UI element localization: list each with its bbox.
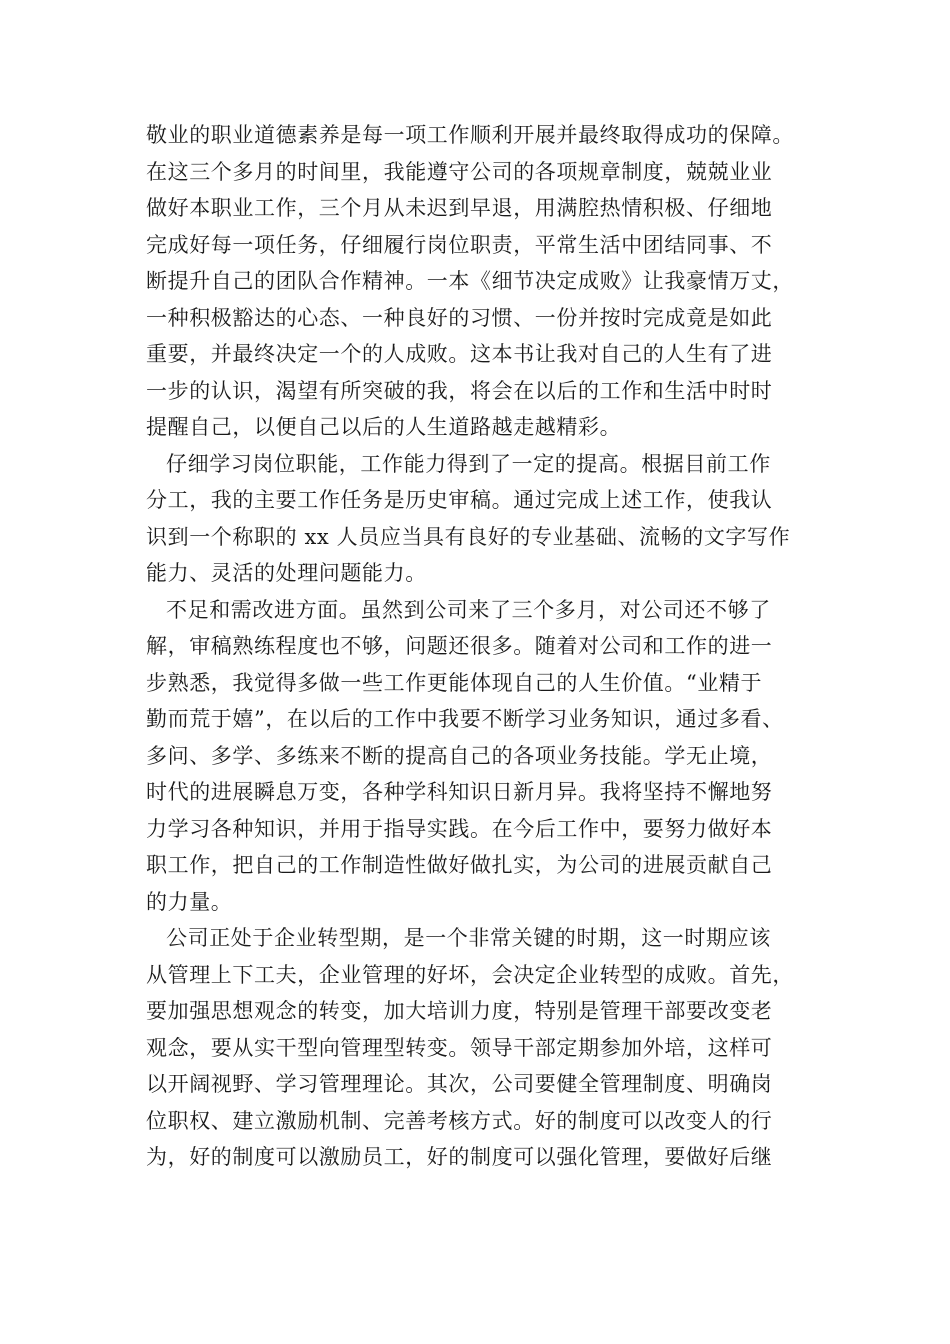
text-line: 在这三个多月的时间里，我能遵守公司的各项规章制度，兢兢业业 — [146, 159, 773, 184]
paragraph — [146, 446, 826, 592]
text-line: 观念，要从实干型向管理型转变。领导干部定期参加外培，这样可 — [146, 1035, 773, 1060]
text-line: 完成好每一项任务，仔细履行岗位职责，平常生活中团结同事、不 — [146, 232, 773, 257]
document-body — [146, 117, 826, 1176]
text-line: 仔细学习岗位职能，工作能力得到了一定的提高。根据目前工作 — [166, 451, 771, 476]
text-line: 位职权、建立激励机制、完善考核方式。好的制度可以改变人的行 — [146, 1108, 773, 1133]
text-line: 分工，我的主要工作任务是历史审稿。通过完成上述工作，使我认 — [146, 488, 773, 512]
text-line: 做好本职业工作，三个月从未迟到早退，用满腔热情积极、仔细地 — [146, 196, 773, 220]
text-line: 多问、多学、多练来不断的提高自己的各项业务技能。学无止境， — [146, 743, 773, 768]
text-line: 从管理上下工夫，企业管理的好坏，会决定企业转型的成败。首先， — [146, 962, 794, 987]
text-line: 敬业的职业道德素养是每一项工作顺利开展并最终取得成功的保障。 — [146, 123, 794, 147]
text-line: 不足和需改进方面。虽然到公司来了三个多月，对公司还不够了 — [166, 597, 771, 622]
text-line: 力学习各种知识，并用于指导实践。在今后工作中，要努力做好本 — [146, 816, 773, 841]
text-line: 职工作，把自己的工作制造性做好做扎实，为公司的进展贡献自己 — [146, 853, 773, 877]
text-line: 的力量。 — [146, 889, 233, 914]
text-line: 时代的进展瞬息万变，各种学科知识日新月异。我将坚持不懈地努 — [146, 780, 773, 804]
paragraph — [146, 920, 826, 1176]
text-line: 重要，并最终决定一个的人成败。这本书让我对自己的人生有了进 — [146, 342, 773, 366]
text-line: 解，审稿熟练程度也不够，问题还很多。随着对公司和工作的进一 — [146, 634, 773, 658]
text-line: 一种积极豁达的心态、一种良好的习惯、一份并按时完成竟是如此 — [146, 305, 773, 330]
text-line: 要加强思想观念的转变，加大培训力度，特别是管理干部要改变老 — [146, 999, 773, 1023]
text-line: 步熟悉，我觉得多做一些工作更能体现自己的人生价值。“业精于 — [146, 670, 763, 695]
paragraph — [146, 592, 826, 921]
text-line: 勤而荒于嬉”，在以后的工作中我要不断学习业务知识，通过多看、 — [146, 707, 784, 731]
text-line: 提醒自己，以便自己以后的人生道路越走越精彩。 — [146, 415, 622, 439]
text-line: 公司正处于企业转型期，是一个非常关键的时期，这一时期应该 — [166, 926, 771, 950]
text-line: 以开阔视野、学习管理理论。其次，公司要健全管理制度、明确岗 — [146, 1072, 773, 1096]
paragraph — [146, 117, 826, 446]
text-line: 为，好的制度可以激励员工，好的制度可以强化管理，要做好后继 — [146, 1145, 773, 1169]
text-line: 能力、灵活的处理问题能力。 — [146, 561, 427, 585]
text-line: 断提升自己的团队合作精神。一本《细节决定成败》让我豪情万丈， — [146, 269, 794, 293]
text-line: 一步的认识，渴望有所突破的我，将会在以后的工作和生活中时时 — [146, 378, 773, 403]
text-line: 识到一个称职的 xx 人员应当具有良好的专业基础、流畅的文字写作 — [146, 524, 791, 549]
